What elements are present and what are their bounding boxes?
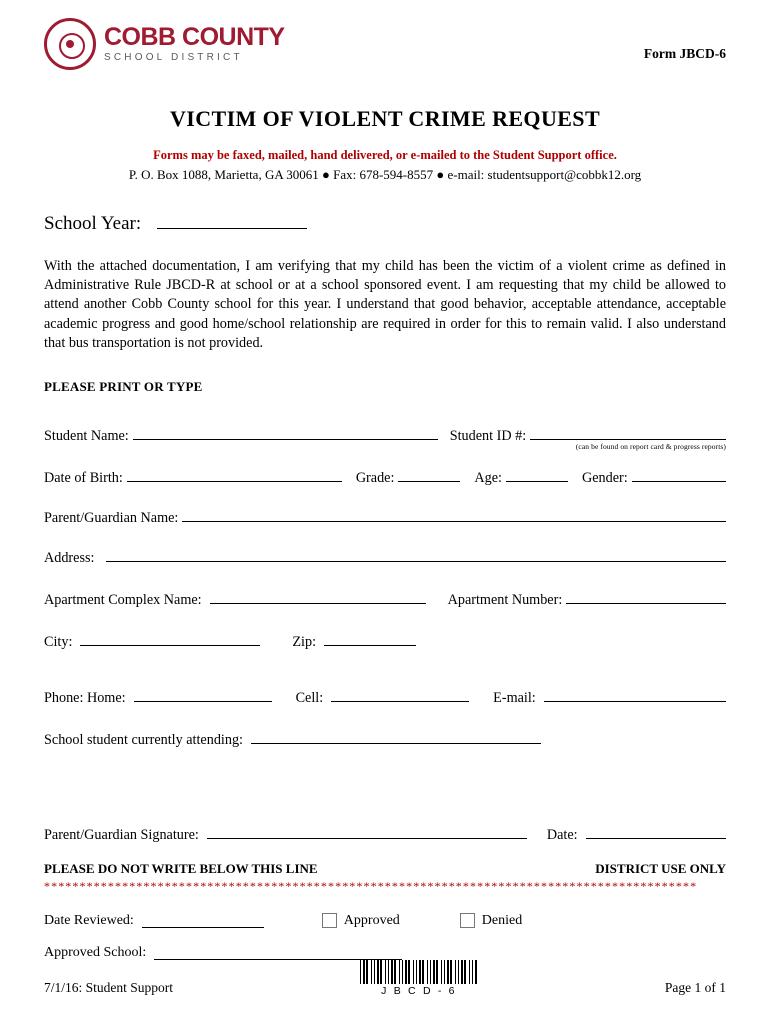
logo-text: [104, 25, 285, 63]
statement-paragraph: With the attached documentation, I am verifying that my child has been the victim of a violent crime as defined in Administrative Rule JBCD-R at school or at a school sponsored event. I am requesting that my child be allowed to attend another Cobb County school for this year. I understand that good behavior, acceptable attendance, acceptable academic progress and good home/school relationship are required in order for this to remain valid. I also understand that bus transportation is not provided.: [44, 258, 726, 351]
district-section-header: [44, 861, 726, 877]
student-name-input[interactable]: [133, 425, 438, 440]
row-apartment: [44, 589, 726, 609]
date-reviewed-input[interactable]: [142, 914, 264, 928]
denied-label: Denied: [481, 912, 523, 928]
zip-input[interactable]: [324, 631, 416, 646]
student-id-input[interactable]: [530, 425, 726, 440]
apartment-number-label: Apartment Number:: [447, 591, 563, 608]
page-count: Page 1 of 1: [664, 980, 726, 995]
gender-label: Gender:: [582, 469, 628, 486]
office-address: P. O. Box 1088, Marietta, GA 30061 ● Fax: 678-594-8557 ● e-mail: studentsupport@cobbk12.org: [128, 167, 642, 182]
age-label: Age:: [474, 469, 503, 486]
approved-label: Approved: [343, 912, 400, 928]
student-id-label: Student ID #:: [449, 427, 527, 444]
parent-name-input[interactable]: [182, 507, 726, 522]
district-use-only-label: DISTRICT USE ONLY: [595, 860, 726, 876]
signature-spacer: [44, 766, 726, 800]
barcode: [360, 960, 478, 997]
grade-input[interactable]: [398, 467, 460, 482]
school-attending-label: School student currently attending:: [44, 731, 243, 748]
date-label: Date:: [546, 826, 578, 843]
date-input[interactable]: [586, 824, 726, 839]
page-footer: [44, 960, 726, 997]
email-label: E-mail:: [493, 689, 536, 706]
row-city-zip: [44, 631, 726, 651]
row-date-reviewed: [44, 913, 726, 929]
school-year-row: [44, 213, 726, 235]
signature-input[interactable]: [207, 824, 527, 839]
cell-input[interactable]: [331, 687, 469, 702]
dob-input[interactable]: [127, 467, 342, 482]
logo-title: COBB COUNTY: [104, 23, 285, 51]
row-approved-school: [44, 945, 726, 961]
page-header: [44, 18, 726, 88]
gender-input[interactable]: [632, 467, 726, 482]
city-input[interactable]: [80, 631, 260, 646]
page-title: VICTIM OF VIOLENT CRIME REQUEST: [169, 106, 601, 131]
student-id-note: (can be found on report card & progress reports): [575, 441, 726, 451]
row-student-name-id: [44, 425, 726, 451]
school-year-label: School Year:: [44, 213, 142, 234]
apartment-complex-input[interactable]: [210, 589, 426, 604]
row-phone-cell-email: [44, 687, 726, 707]
email-input[interactable]: [544, 687, 726, 702]
logo-subtitle: SCHOOL DISTRICT: [104, 52, 243, 63]
barcode-icon: [360, 960, 478, 984]
phone-home-label: Phone: Home:: [44, 689, 126, 706]
city-label: City:: [44, 633, 73, 650]
apartment-number-input[interactable]: [566, 589, 726, 604]
signature-label: Parent/Guardian Signature:: [44, 826, 199, 843]
print-or-type-instruction: PLEASE PRINT OR TYPE: [44, 378, 203, 394]
form-number: Form JBCD-6: [643, 46, 726, 61]
row-school-attending: [44, 729, 726, 749]
cobb-county-seal-icon: [44, 18, 96, 70]
approved-checkbox-group[interactable]: [322, 913, 400, 929]
denied-checkbox-group[interactable]: [460, 913, 522, 929]
school-year-input[interactable]: [157, 228, 307, 229]
date-reviewed-label: Date Reviewed:: [44, 912, 134, 928]
district-logo: [44, 18, 285, 70]
denied-checkbox[interactable]: [460, 913, 475, 928]
student-name-label: Student Name:: [44, 427, 129, 444]
dob-label: Date of Birth:: [44, 469, 123, 486]
grade-label: Grade:: [355, 469, 395, 486]
address-input[interactable]: [106, 547, 726, 562]
star-divider: ********************************************************************************************: [44, 878, 698, 893]
row-address: [44, 547, 726, 567]
approved-school-input[interactable]: [154, 946, 402, 960]
age-input[interactable]: [506, 467, 568, 482]
barcode-label: J B C D - 6: [381, 984, 457, 997]
approved-checkbox[interactable]: [322, 913, 337, 928]
school-attending-input[interactable]: [251, 729, 541, 744]
parent-name-label: Parent/Guardian Name:: [44, 509, 179, 526]
address-label: Address:: [44, 549, 95, 566]
phone-home-input[interactable]: [134, 687, 272, 702]
form-fields: [44, 425, 726, 844]
zip-label: Zip:: [292, 633, 317, 650]
submission-note: Forms may be faxed, mailed, hand delivered, or e-mailed to the Student Support office.: [153, 148, 617, 162]
row-signature-date: [44, 824, 726, 844]
cell-label: Cell:: [295, 689, 324, 706]
do-not-write-label: PLEASE DO NOT WRITE BELOW THIS LINE: [44, 860, 318, 876]
row-parent-name: [44, 507, 726, 527]
approved-school-label: Approved School:: [44, 944, 147, 960]
footer-left-text: 7/1/16: Student Support: [44, 980, 174, 995]
row-dob-grade-age-gender: [44, 467, 726, 487]
apartment-complex-label: Apartment Complex Name:: [44, 591, 202, 608]
